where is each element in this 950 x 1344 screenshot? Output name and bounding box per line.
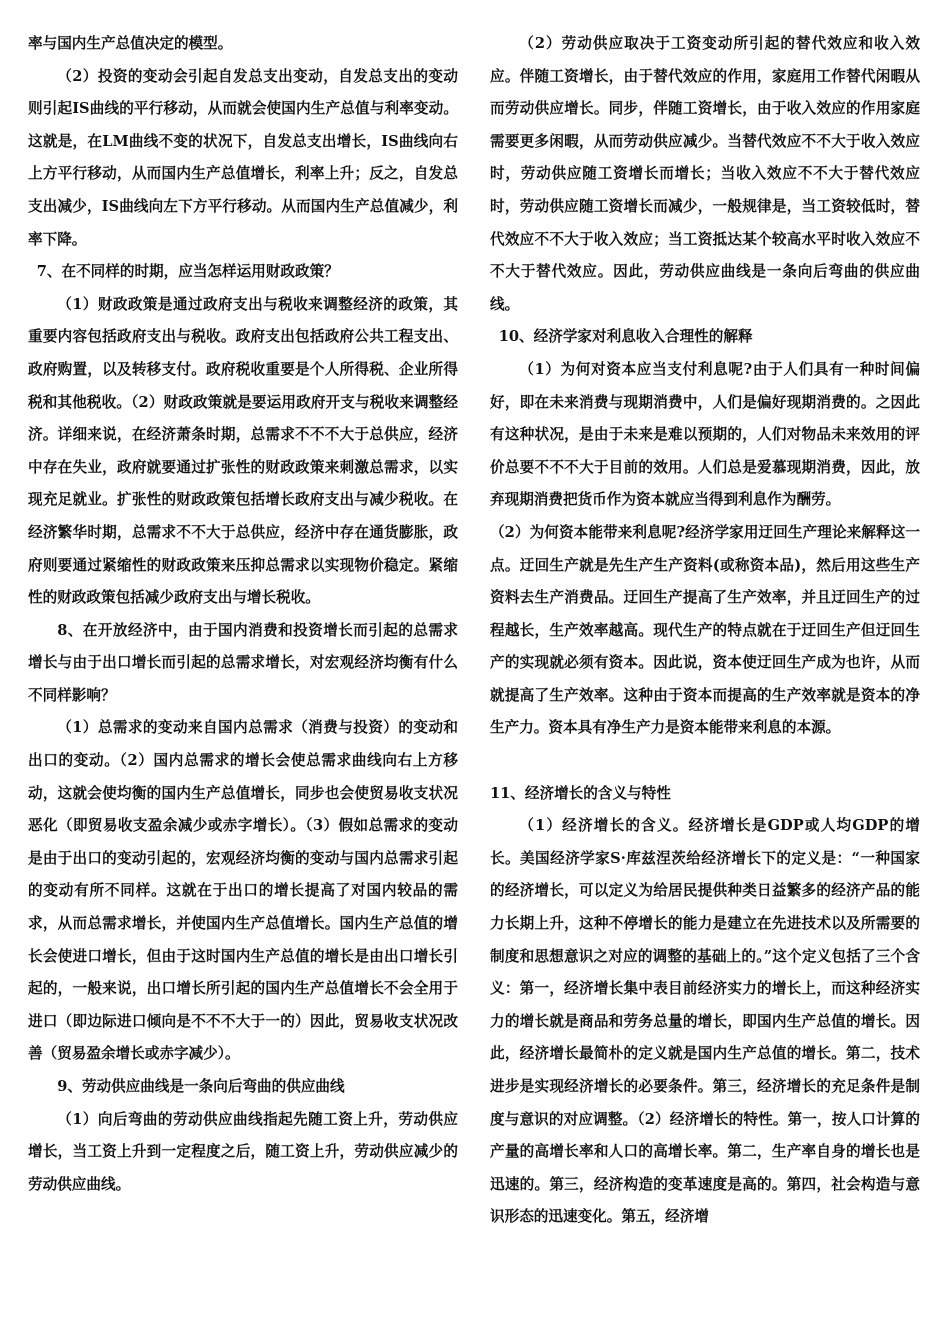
paragraph: （1）向后弯曲的劳动供应曲线指起先随工资上升，劳动供应增长，当工资上升到一定程度之后，随工资上升，劳动供应减少的劳动供应曲线。: [28, 1110, 458, 1193]
paragraph: （2）投资的变动会引起自发总支出变动，自发总支出的变动则引起IS曲线的平行移动，从而就会使国内生产总值与利率变动。这就是，在LM曲线不变的状况下，自发总支出增长，IS曲线向右上方平行移动，从而国内生产总值增长，利率上升；反之，自发总支出减少，IS曲线向左下方平行移动。从而国内生产总值减少，利率下降。: [28, 67, 458, 248]
section-heading: 11、经济增长的含义与特性: [490, 784, 671, 802]
paragraph: （1）经济增长的含义。经济增长是GDP或人均GDP的增长。美国经济学家S·库兹涅茨给经济增长下的定义是：“一种国家的经济增长，可以定义为给居民提供种类日益繁多的经济产品的能力长期上升，这种不停增长的能力是建立在先进技术以及所需要的制度和思想意识之对应的调整的基础上的。”这个定义包括了三个含义：第一，经济增长集中表目前经济实力的增长上，而这种经济实力的增长就是商品和劳务总量的增长，即国内生产总值的增长。因此，经济增长最简朴的定义就是国内生产总值的增长。第二，技术进步是实现经济增长的必要条件。第三，经济增长的充足条件是制度与意识的对应调整。（2）经济增长的特性。第一，按人口计算的产量的高增长率和人口的高增长率。第二，生产率自身的增长也是迅速的。第三，经济构造的变革速度是高的。第四，社会构造与意识形态的迅速变化。第五，经济增: [490, 817, 920, 1226]
paragraph: （1）财政政策是通过政府支出与税收来调整经济的政策，其重要内容包括政府支出与税收。政府支出包括政府公共工程支出、政府购置，以及转移支付。政府税收重要是个人所得税、企业所得税和其他税收。（2）财政政策就是要运用政府开支与税收来调整经济。详细来说，在经济萧条时期，总需求不不不大于总供应，经济中存在失业，政府就要通过扩张性的财政政策来刺激总需求，以实现充足就业。扩张性的财政政策包括增长政府支出与减少税收。在经济繁华时期，总需求不不大于总供应，经济中存在通货膨胀，政府则要通过紧缩性的财政政策来压抑总需求以实现物价稳定。紧缩性的财政政策包括减少政府支出与增长税收。: [28, 295, 458, 607]
paragraph: （2）劳动供应取决于工资变动所引起的替代效应和收入效应。伴随工资增长，由于替代效应的作用，家庭用工作替代闲暇从而劳动供应增长。同步，伴随工资增长，由于收入效应的作用家庭需要更多闲暇，从而劳动供应减少。当替代效应不不大于收入效应时，劳动供应随工资增长而增长；当收入效应不不大于替代效应时，劳动供应随工资增长而减少，一般规律是，当工资较低时，替代效应不不大于收入效应；当工资抵达某个较高水平时收入效应不不大于替代效应。因此，劳动供应曲线是一条向后弯曲的供应曲线。: [490, 35, 920, 313]
section-heading: 7、在不同样的时期，应当怎样运用财政政策？: [36, 263, 339, 281]
section-heading: 10、经济学家对利息收入合理性的解释: [498, 328, 753, 346]
paragraph: （2）为何资本能带来利息呢?经济学家用迂回生产理论来解释这一点。迂回生产就是先生产生产资料(或称资本品)，然后用这些生产资料去生产消费品。迂回生产提高了生产效率，并且迂回生产的过程越长，生产效率越高。现代生产的特点就在于迂回生产但迂回生产的实现就必须有资本。因此说，资本使迂回生产成为也许，从而就提高了生产效率。这种由于资本而提高的生产效率就是资本的净生产力。资本具有净生产力是资本能带来利息的本源。: [490, 523, 920, 737]
right-column: [490, 28, 920, 1234]
spacer: [490, 745, 920, 778]
section-heading: 9、劳动供应曲线是一条向后弯曲的供应曲线: [57, 1078, 345, 1095]
section-heading: 8、在开放经济中，由于国内消费和投资增长而引起的总需求增长与由于出口增长而引起的总需求增长，对宏观经济均衡有什么不同样影响？: [28, 621, 458, 704]
paragraph: （1）总需求的变动来自国内总需求（消费与投资）的变动和出口的变动。（2）国内总需求的增长会使总需求曲线向右上方移动，这就会使均衡的国内生产总值增长，同步也会使贸易收支状况恶化（即贸易收支盈余减少或赤字增长）。（3）假如总需求的变动是由于出口的变动引起的，宏观经济均衡的变动与国内总需求引起的变动有所不同样。这就在于出口的增长提高了对国内较品的需求，从而总需求增长，并使国内生产总值增长。国内生产总值的增长会使进口增长，但由于这时国内生产总值的增长是由出口增长引起的，一般来说，出口增长所引起的国内生产总值增长不会全用于进口（即边际进口倾向是不不不大于一的）因此，贸易收支状况改善（贸易盈余增长或赤字减少）。: [28, 719, 458, 1063]
paragraph: （1）为何对资本应当支付利息呢?由于人们具有一种时间偏好，即在未来消费与现期消费中，人们是偏好现期消费的。之因此有这种状况，是由于未来是难以预期的，人们对物品未来效用的评价总要不不不大于目前的效用。人们总是爱慕现期消费，因此，放弃现期消费把货币作为资本就应当得到利息作为酬劳。: [490, 360, 920, 509]
left-column: [28, 28, 458, 1201]
paragraph: 率与国内生产总值决定的模型。: [28, 35, 233, 52]
